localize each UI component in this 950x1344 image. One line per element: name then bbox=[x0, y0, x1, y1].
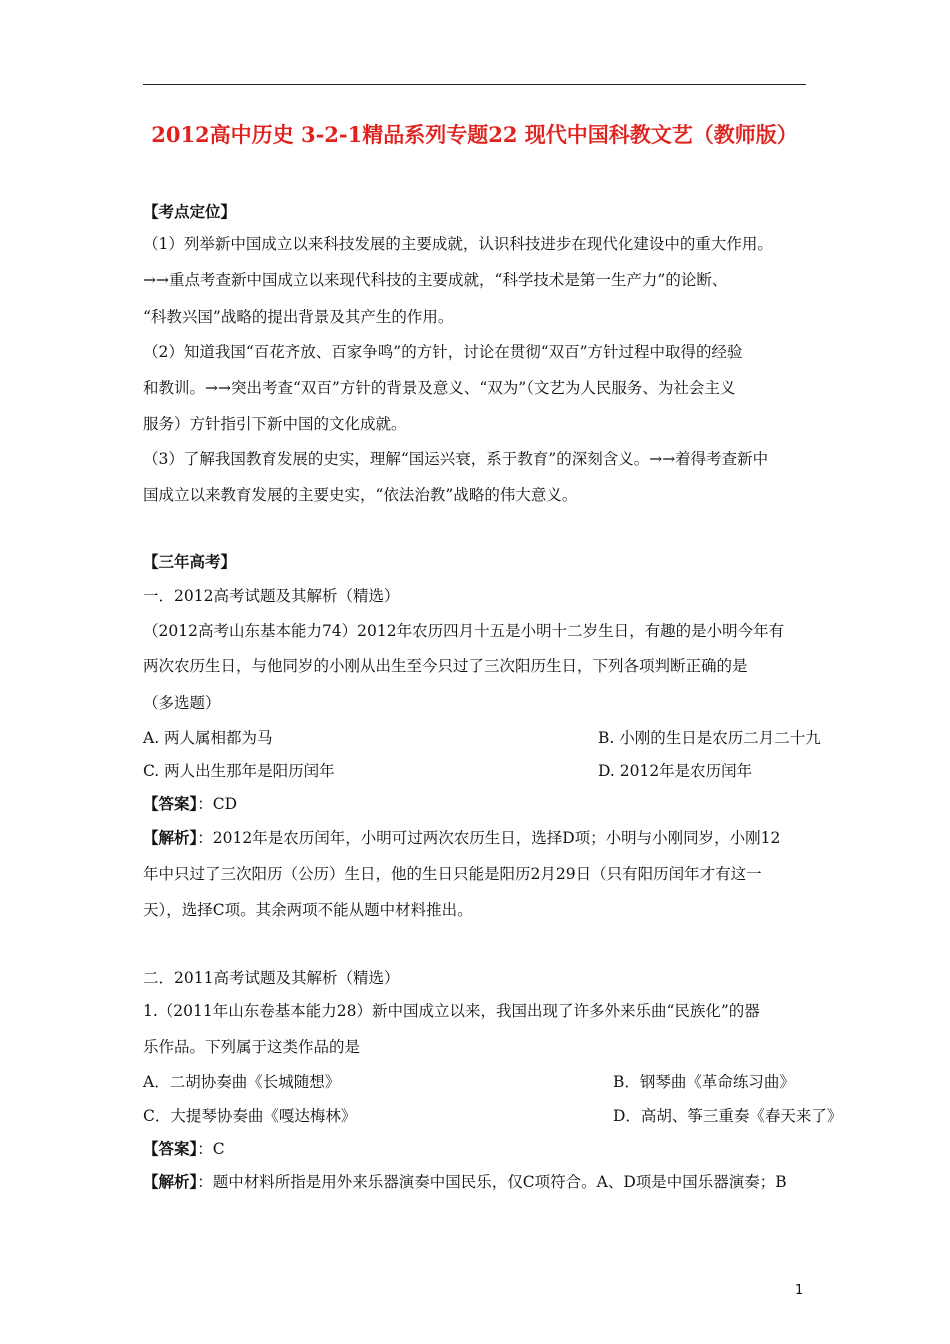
question-line: 乐作品。下列属于这类作品的是 bbox=[143, 1038, 361, 1056]
header-rule bbox=[143, 84, 806, 85]
option-row bbox=[143, 1070, 811, 1094]
answer-line bbox=[143, 1137, 811, 1161]
analysis-line bbox=[143, 826, 811, 850]
question-line: （2012高考山东基本能力74）2012年农历四月十五是小明十二岁生日，有趣的是小明今年有 bbox=[143, 622, 785, 640]
section-heading-sannian: 【三年高考】 bbox=[143, 552, 237, 571]
option-b: B．钢琴曲《革命练习曲》 bbox=[613, 1073, 795, 1091]
part2-title: 二．2011高考试题及其解析（精选） bbox=[143, 969, 400, 987]
analysis-line: 年中只过了三次阳历（公历）生日，他的生日只能是阳历2月29日（只有阳历闰年才有这一 bbox=[143, 865, 762, 883]
answer-line bbox=[143, 792, 811, 816]
option-a: A. 两人属相都为马 bbox=[143, 729, 273, 747]
option-row bbox=[143, 759, 811, 783]
option-row bbox=[143, 726, 821, 750]
option-d: D. 2012年是农历闰年 bbox=[598, 762, 753, 780]
answer-label: 【答案】 bbox=[143, 1139, 198, 1158]
question-line: 1.（2011年山东卷基本能力28）新中国成立以来，我国出现了许多外来乐曲“民族化”的器 bbox=[143, 1002, 760, 1020]
answer-label: 【答案】 bbox=[143, 794, 198, 813]
option-c: C. 两人出生那年是阳历闰年 bbox=[143, 762, 335, 780]
question-line: （多选题） bbox=[143, 694, 221, 712]
kaodian-line: （2）知道我国“百花齐放、百家争鸣”的方针，讨论在贯彻“双百”方针过程中取得的经验 bbox=[143, 343, 743, 361]
analysis-line bbox=[143, 1170, 811, 1194]
option-b: B. 小刚的生日是农历二月二十九 bbox=[598, 729, 821, 747]
analysis-label: 【解析】 bbox=[143, 828, 198, 847]
option-d: D．高胡、筝三重奏《春天来了》 bbox=[613, 1107, 843, 1125]
analysis-line: 天），选择C项。其余两项不能从题中材料推出。 bbox=[143, 901, 473, 919]
part1-title: 一．2012高考试题及其解析（精选） bbox=[143, 587, 400, 605]
answer-value: ：CD bbox=[197, 795, 238, 813]
kaodian-line: 和教训。→→突出考查“双百”方针的背景及意义、“双为”（文艺为人民服务、为社会主义 bbox=[143, 379, 736, 397]
kaodian-line: （3）了解我国教育发展的史实，理解“国运兴衰，系于教育”的深刻含义。→→着得考查新中 bbox=[143, 450, 769, 468]
question-line: 两次农历生日，与他同岁的小刚从出生至今只过了三次阳历生日，下列各项判断正确的是 bbox=[143, 657, 748, 675]
answer-value: ：C bbox=[197, 1140, 225, 1158]
kaodian-line: 国成立以来教育发展的主要史实，“依法治教”战略的伟大意义。 bbox=[143, 486, 578, 504]
kaodian-line: （1）列举新中国成立以来科技发展的主要成就，认识科技进步在现代化建设中的重大作用。 bbox=[143, 235, 773, 253]
document-title: 2012高中历史 3-2-1精品系列专题22 现代中国科教文艺（教师版） bbox=[151, 122, 798, 147]
kaodian-line: →→重点考查新中国成立以来现代科技的主要成就，“科学技术是第一生产力”的论断、 bbox=[143, 271, 728, 289]
analysis-label: 【解析】 bbox=[143, 1172, 198, 1191]
analysis-text: ：题中材料所指是用外来乐器演奏中国民乐，仅C项符合。A、D项是中国乐器演奏；B bbox=[197, 1173, 787, 1191]
analysis-text: ：2012年是农历闰年，小明可过两次农历生日，选择D项；小明与小刚同岁，小刚12 bbox=[197, 829, 781, 847]
kaodian-line: “科教兴国”战略的提出背景及其产生的作用。 bbox=[143, 308, 454, 326]
kaodian-line: 服务）方针指引下新中国的文化成就。 bbox=[143, 415, 407, 433]
section-heading-kaodian: 【考点定位】 bbox=[143, 202, 237, 221]
option-a: A．二胡协奏曲《长城随想》 bbox=[143, 1073, 341, 1091]
option-c: C．大提琴协奏曲《嘎达梅林》 bbox=[143, 1107, 357, 1125]
page-number: 1 bbox=[795, 1283, 804, 1298]
option-row bbox=[143, 1104, 843, 1128]
